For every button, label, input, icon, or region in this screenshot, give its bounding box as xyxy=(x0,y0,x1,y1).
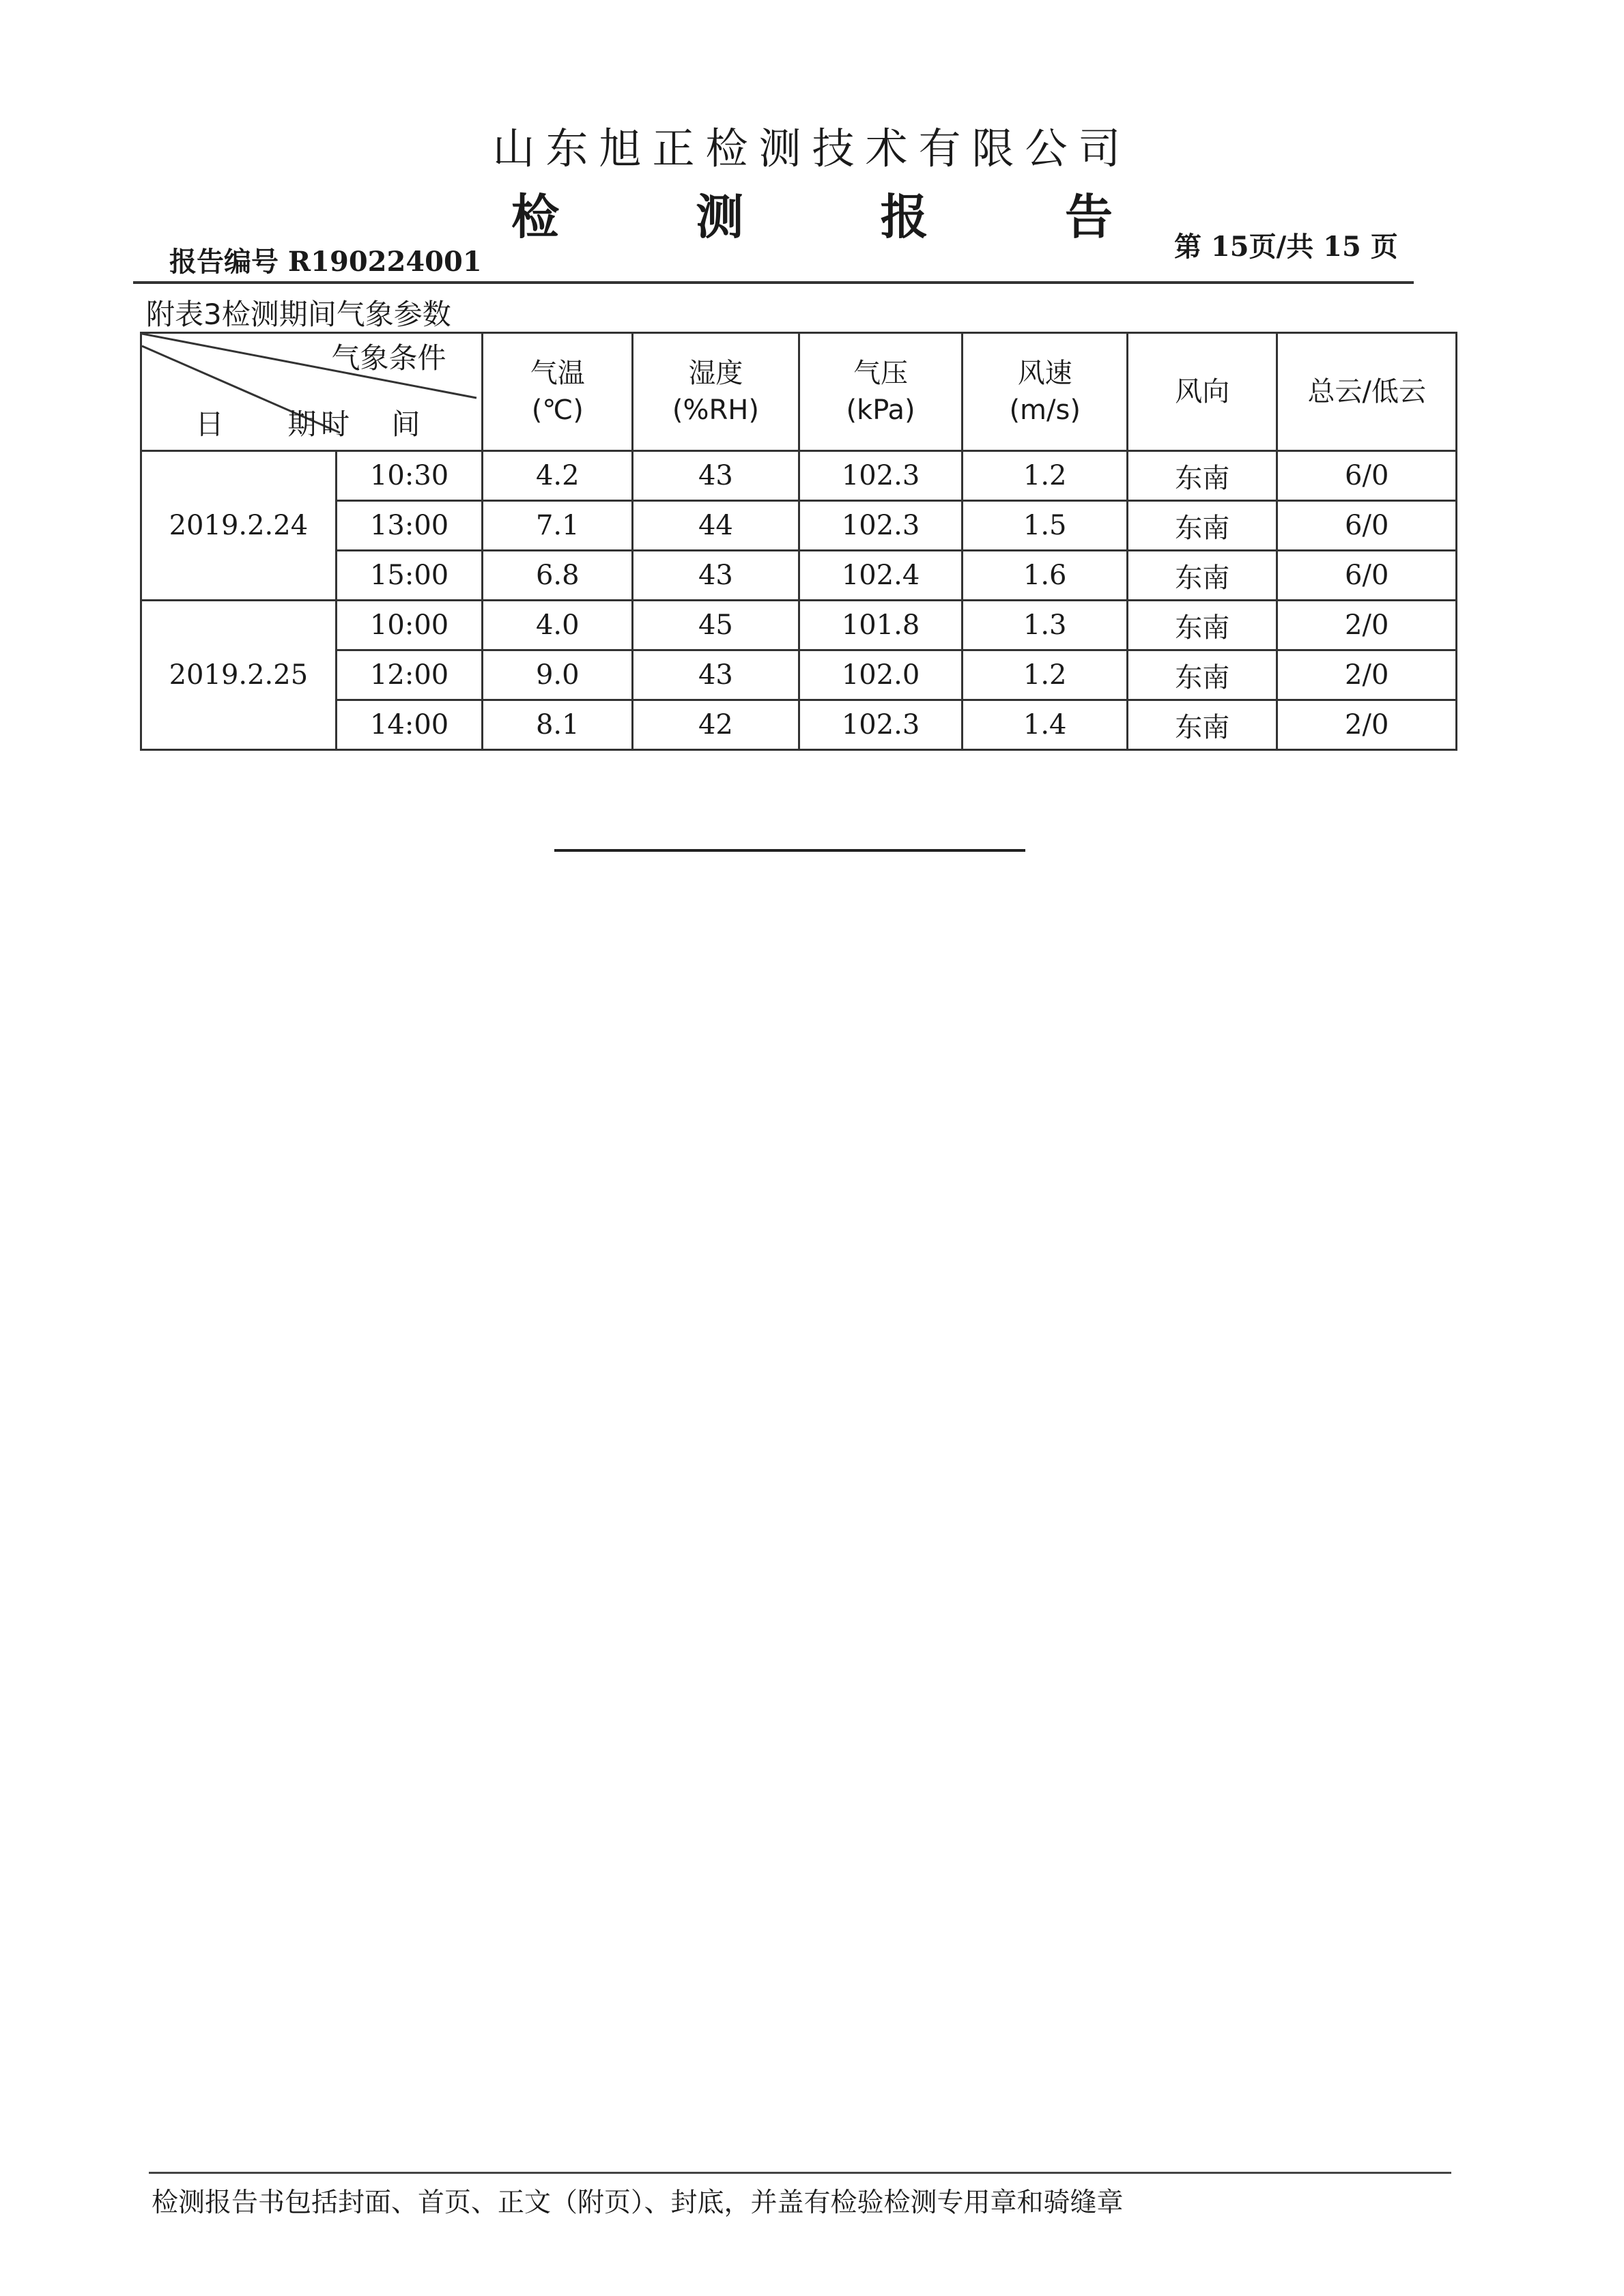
cloud-cell: 6/0 xyxy=(1277,501,1457,551)
wind-direction-cell: 东南 xyxy=(1128,451,1277,501)
time-cell: 10:00 xyxy=(336,601,483,650)
temperature-cell: 4.2 xyxy=(483,451,633,501)
corner-label-conditions: 气象条件 xyxy=(331,341,446,375)
wind-speed-cell: 1.2 xyxy=(963,451,1128,501)
humidity-cell: 44 xyxy=(633,501,799,551)
report-number: 报告编号 R190224001 xyxy=(169,246,482,278)
time-cell: 10:30 xyxy=(336,451,483,501)
date-cell: 2019.2.25 xyxy=(141,601,337,750)
humidity-cell: 43 xyxy=(633,551,799,601)
column-header-wind-speed: 风速 (m/s) xyxy=(963,333,1128,451)
wind-speed-cell: 1.3 xyxy=(963,601,1128,650)
document-title: 检 测 报 告 xyxy=(511,189,1173,245)
table-row xyxy=(141,451,1457,501)
wind-direction-cell: 东南 xyxy=(1128,601,1277,650)
temperature-cell: 6.8 xyxy=(483,551,633,601)
column-header-pressure: 气压 (kPa) xyxy=(799,333,963,451)
corner-header-cell xyxy=(141,333,483,451)
pressure-cell: 102.3 xyxy=(799,700,963,750)
time-cell: 14:00 xyxy=(336,700,483,750)
column-header-humidity: 湿度 (%RH) xyxy=(633,333,799,451)
table-row xyxy=(141,551,1457,601)
date-cell: 2019.2.24 xyxy=(141,451,337,601)
wind-speed-cell: 1.4 xyxy=(963,700,1128,750)
corner-label-date: 日 期 xyxy=(195,407,344,442)
humidity-cell: 43 xyxy=(633,650,799,700)
wind-speed-cell: 1.2 xyxy=(963,650,1128,700)
pressure-cell: 102.4 xyxy=(799,551,963,601)
pressure-cell: 102.3 xyxy=(799,501,963,551)
company-name: 山东旭正检测技术有限公司 xyxy=(492,124,1132,173)
temperature-cell: 9.0 xyxy=(483,650,633,700)
table-row xyxy=(141,700,1457,750)
cloud-cell: 6/0 xyxy=(1277,451,1457,501)
pressure-cell: 102.0 xyxy=(799,650,963,700)
cloud-cell: 6/0 xyxy=(1277,551,1457,601)
column-header-wind-direction: 风向 xyxy=(1128,333,1277,451)
humidity-cell: 45 xyxy=(633,601,799,650)
weather-parameters-table xyxy=(140,332,1457,751)
temperature-cell: 4.0 xyxy=(483,601,633,650)
table-end-rule xyxy=(554,849,1025,852)
wind-direction-cell: 东南 xyxy=(1128,650,1277,700)
table-row xyxy=(141,601,1457,650)
footer-note: 检测报告书包括封面、首页、正文（附页）、封底，并盖有检验检测专用章和骑缝章 xyxy=(152,2187,1124,2218)
pressure-cell: 101.8 xyxy=(799,601,963,650)
table-row xyxy=(141,501,1457,551)
footer-rule xyxy=(149,2172,1451,2174)
table-caption: 附表3检测期间气象参数 xyxy=(146,298,451,331)
wind-direction-cell: 东南 xyxy=(1128,700,1277,750)
time-cell: 15:00 xyxy=(336,551,483,601)
page-indicator: 第 15页/共 15 页 xyxy=(1174,231,1398,263)
temperature-cell: 8.1 xyxy=(483,700,633,750)
header-rule xyxy=(133,281,1414,284)
column-header-cloud-cover: 总云/低云 xyxy=(1277,333,1457,451)
pressure-cell: 102.3 xyxy=(799,451,963,501)
column-header-temperature: 气温 (℃) xyxy=(483,333,633,451)
temperature-cell: 7.1 xyxy=(483,501,633,551)
wind-direction-cell: 东南 xyxy=(1128,501,1277,551)
time-cell: 12:00 xyxy=(336,650,483,700)
corner-label-time: 时 间 xyxy=(321,407,437,442)
humidity-cell: 42 xyxy=(633,700,799,750)
cloud-cell: 2/0 xyxy=(1277,650,1457,700)
wind-speed-cell: 1.5 xyxy=(963,501,1128,551)
cloud-cell: 2/0 xyxy=(1277,700,1457,750)
table-row xyxy=(141,650,1457,700)
wind-direction-cell: 东南 xyxy=(1128,551,1277,601)
wind-speed-cell: 1.6 xyxy=(963,551,1128,601)
cloud-cell: 2/0 xyxy=(1277,601,1457,650)
humidity-cell: 43 xyxy=(633,451,799,501)
table-header-row xyxy=(141,333,1457,451)
time-cell: 13:00 xyxy=(336,501,483,551)
